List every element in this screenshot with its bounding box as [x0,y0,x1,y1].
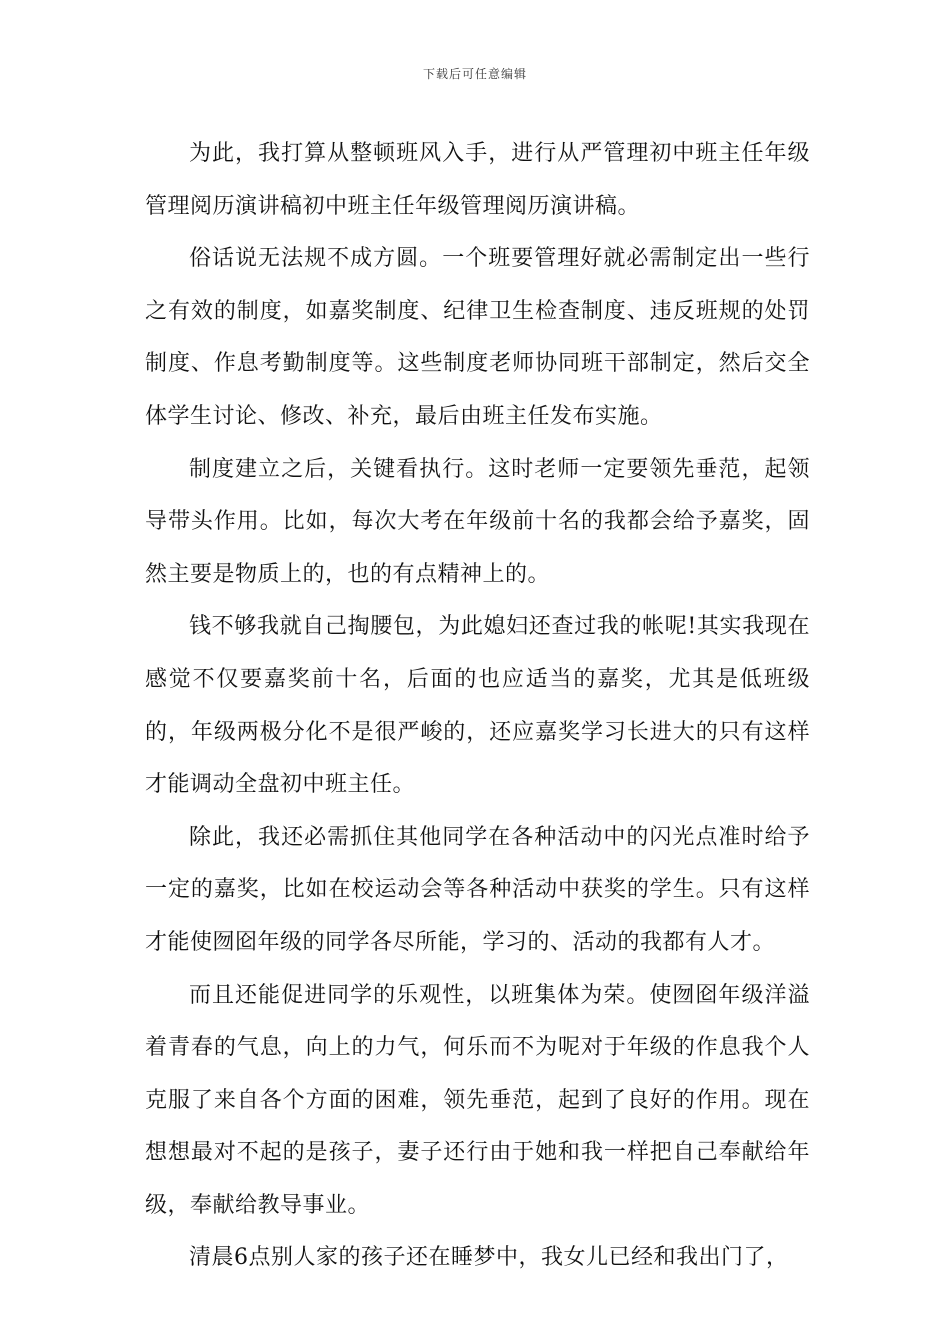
paragraph: 制度建立之后，关键看执行。这时老师一定要领先垂范，起领导带头作用。比如，每次大考在年级前十名的我都会给予嘉奖，固然主要是物质上的，也的有点精神上的。 [145,456,810,587]
paragraph: 而且还能促进同学的乐观性，以班集体为荣。使囫囵年级洋溢着青春的气息，向上的力气，何乐而不为呢对于年级的作息我个人克服了来自各个方面的困难，领先垂范，起到了良好的作用。现在想想最对不起的是孩子，妻子还行由于她和我一样把自己奉献给年级，奉献给教导事业。 [145,982,810,1218]
paragraph: 俗话说无法规不成方圆。一个班要管理好就必需制定出一些行之有效的制度，如嘉奖制度、纪律卫生检查制度、违反班规的处罚制度、作息考勤制度等。这些制度老师协同班干部制定，然后交全体学生讨论、修改、补充，最后由班主任发布实施。 [145,246,810,429]
page-header: 下载后可任意编辑 [422,67,527,81]
paragraph: 清晨6点别人家的孩子还在睡梦中，我女儿已经和我出门了， [189,1245,789,1271]
paragraph: 除此，我还必需抓住其他同学在各种活动中的闪光点准时给予一定的嘉奖，比如在校运动会等各种活动中获奖的学生。只有这样才能使囫囵年级的同学各尽所能，学习的、活动的我都有人才。 [145,824,810,955]
document-body [145,128,810,1285]
paragraph: 钱不够我就自己掏腰包，为此媳妇还查过我的帐呢!其实我现在感觉不仅要嘉奖前十名，后面的也应适当的嘉奖，尤其是低班级的，年级两极分化不是很严峻的，还应嘉奖学习长进大的只有这样才能调动全盘初中班主任。 [145,614,810,798]
paragraph: 为此，我打算从整顿班风入手，进行从严管理初中班主任年级管理阅历演讲稿初中班主任年级管理阅历演讲稿。 [145,141,810,219]
